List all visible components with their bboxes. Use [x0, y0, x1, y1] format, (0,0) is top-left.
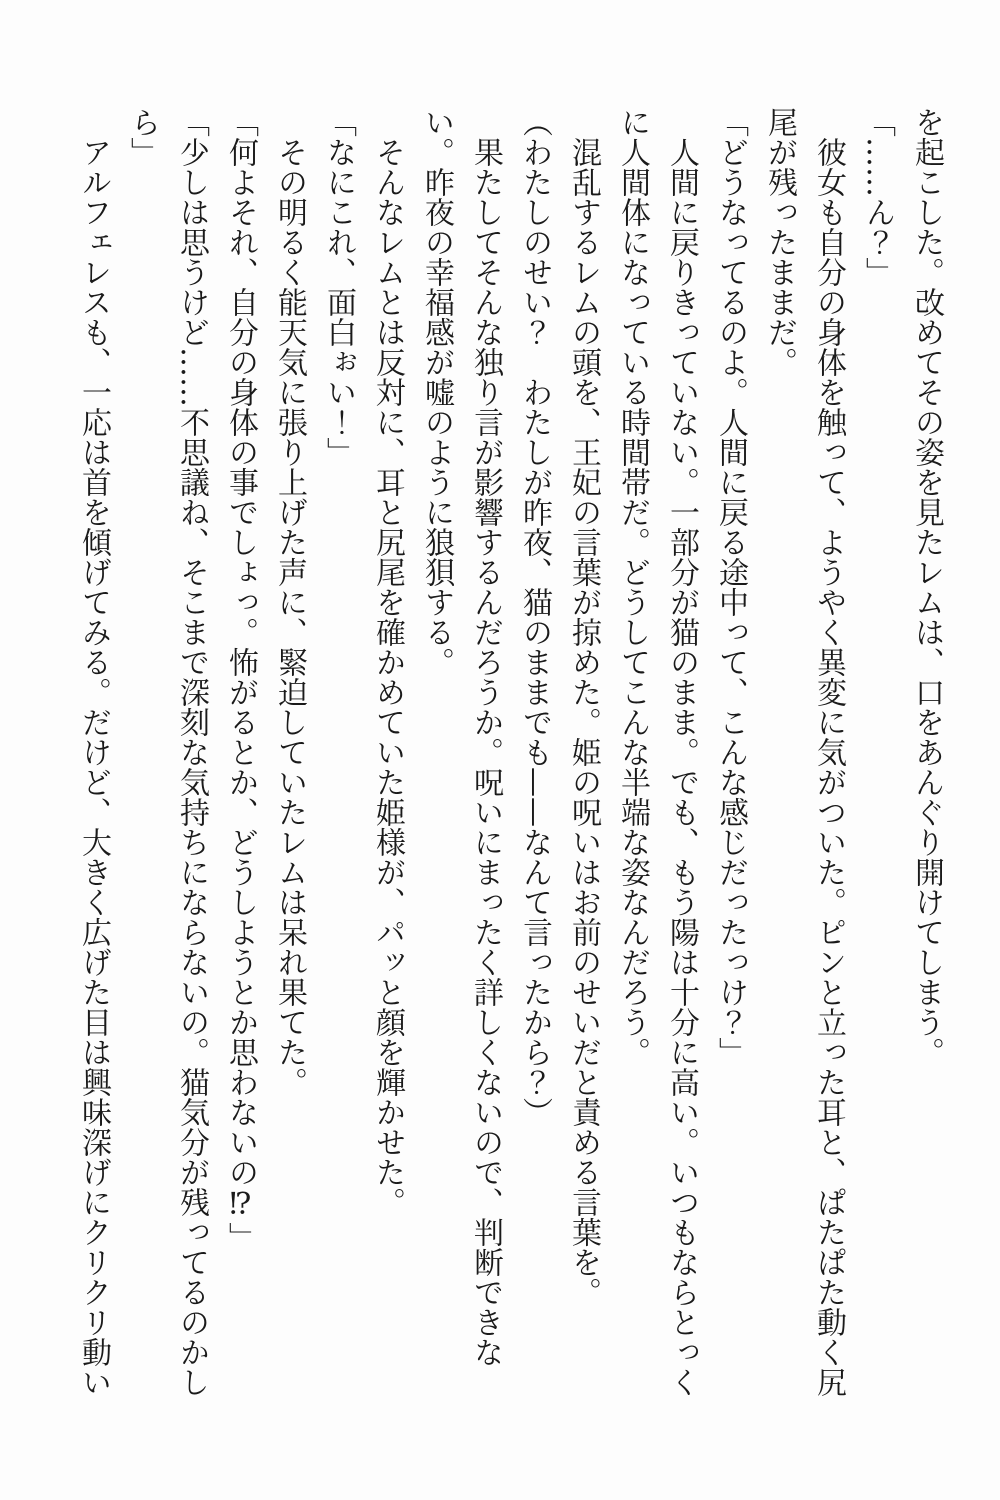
text-line: 「少しは思うけど……不思議ね、そこまで深刻な気持ちにならないの。猫気分が残ってるのかし [174, 107, 209, 1397]
text-line: （わたしのせい？ わたしが昨夜、猫のままでも——なんて言ったから？） [517, 107, 552, 1127]
text-line: ら」 [125, 107, 160, 167]
text-line: 果たしてそんな独り言が影響するんだろうか。呪いにまったく詳しくないので、判断できな [468, 107, 503, 1367]
text-line: 尾が残ったままだ。 [762, 107, 797, 377]
text-line: 「何よそれ、自分の身体の事でしょっ。怖がるとか、どうしようとか思わないの⁉」 [223, 107, 258, 1252]
text-line: を起こした。改めてその姿を見たレムは、口をあんぐり開けてしまう。 [909, 107, 944, 1067]
text-line: 混乱するレムの頭を、王妃の言葉が掠めた。姫の呪いはお前のせいだと責める言葉を。 [566, 107, 601, 1307]
text-line: 「なにこれ、面白ぉい！」 [321, 107, 356, 467]
text-line: に人間体になっている時間帯だ。どうしてこんな半端な姿なんだろう。 [615, 107, 650, 1067]
text-line: その明るく能天気に張り上げた声に、緊迫していたレムは呆れ果てた。 [272, 107, 307, 1097]
text-line: 「……ん？」 [860, 107, 895, 287]
vertical-text-block [69, 107, 951, 1399]
text-line: そんなレムとは反対に、耳と尻尾を確かめていた姫様が、パッと顔を輝かせた。 [370, 107, 405, 1217]
text-line: い。昨夜の幸福感が嘘のように狼狽する。 [419, 107, 454, 677]
text-line: 彼女も自分の身体を触って、ようやく異変に気がついた。ピンと立った耳と、ぱたぱた動く尻 [811, 107, 846, 1397]
text-line: 人間に戻りきっていない。一部分が猫のまま。でも、もう陽は十分に高い。いつもならとっく [664, 107, 699, 1397]
text-line: 「どうなってるのよ。人間に戻る途中って、こんな感じだったっけ？」 [713, 107, 748, 1067]
text-line: アルフェレスも、一応は首を傾げてみる。だけど、大きく広げた目は興味深げにクリクリ動い [76, 107, 111, 1397]
